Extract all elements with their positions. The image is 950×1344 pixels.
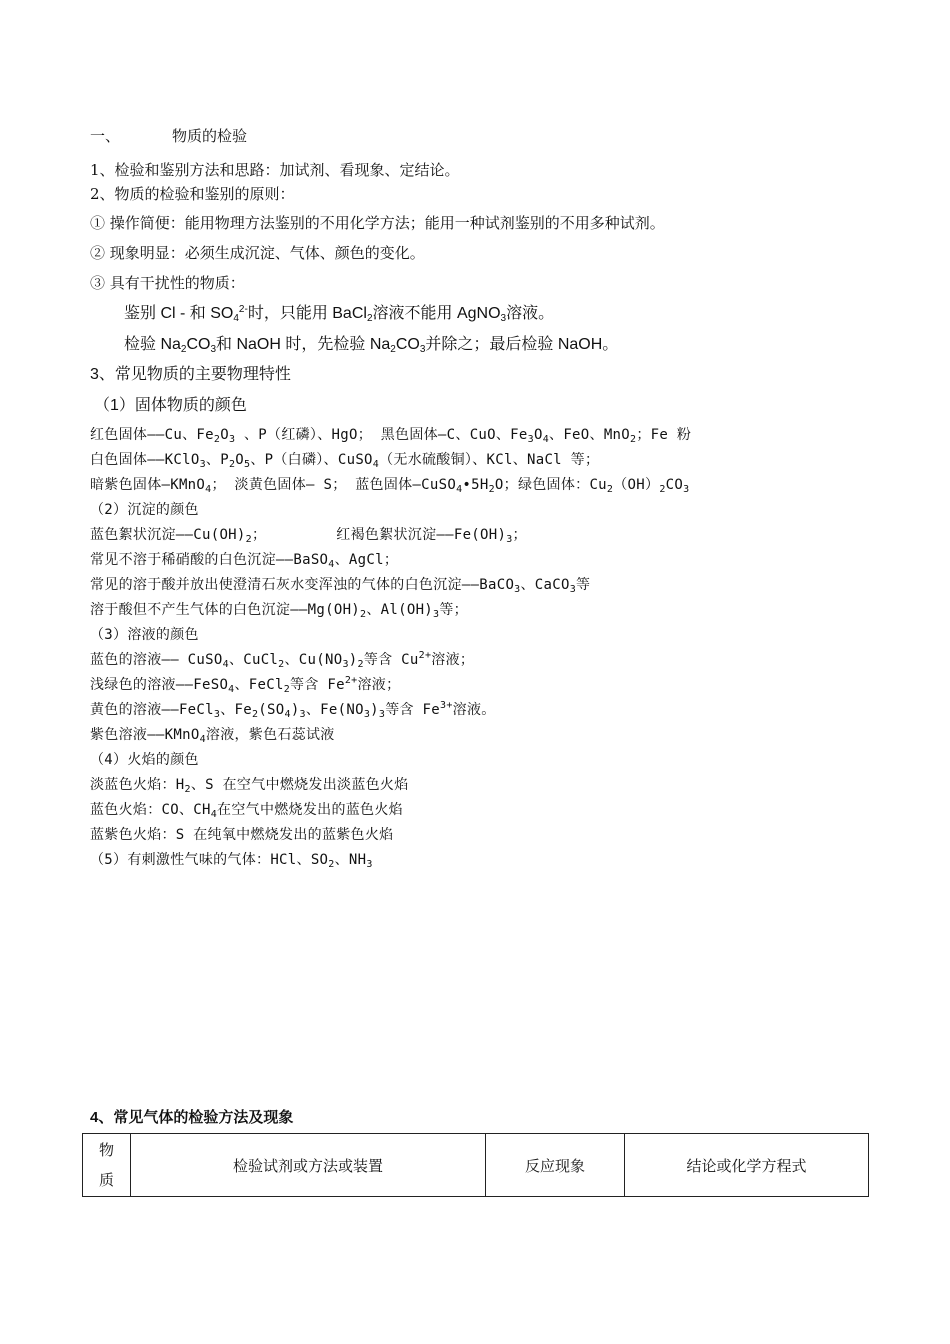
section-number: 一、 (90, 127, 121, 145)
solution-line-3: 黄色的溶液——FeCl$_3$、$Fe_2(SO_4)_3$、$Fe(NO_3)_3$等含 $Fe^{3+}$溶液。 (90, 700, 496, 720)
section-3-title: 3、常见物质的主要物理特性 (90, 366, 291, 383)
purple-solids-line: 暗紫色固体—KMnO$_4$； 淡黄色固体— S； 蓝色固体$—CuSO_4•5H_2O$；绿色固体：$Cu_2(OH)_2CO_3$ (90, 477, 690, 495)
interfere-line-1: 鉴别 Cl - 和 $SO_4^{2-}$时，只能用 BaCl$_2$溶液不能用 AgNO$_3$溶液。 (124, 304, 555, 324)
section-heading (90, 126, 247, 146)
subsection-solid-colors: （1）固体物质的颜色 (94, 397, 247, 414)
solution-line-1: 蓝色的溶液—— CuSO$_4$、CuCl$_2$、$Cu(NO_3)_2$等含 $Cu^{2+}$溶液； (90, 650, 475, 670)
white-solids-line: 白色固体——KClO$_3$、$P_2O_5$、P（白磷）、CuSO$_4$（无水硫酸铜）、KCl、NaCl 等； (90, 452, 600, 470)
section-4-title: 4、常见气体的检验方法及现象 (90, 1109, 294, 1126)
red-solids-line: 红色固体——Cu、$Fe_2O_3$ 、P（红磷）、HgO； 黑色固体—C、CuO、$Fe_3O_4$、FeO、MnO$_2$；Fe 粉 (90, 427, 692, 445)
subsection-flame-colors: （4）火焰的颜色 (90, 752, 199, 768)
header-phenomenon: 反应现象 (486, 1134, 625, 1197)
principle-2: ② 现象明显：必须生成沉淀、气体、颜色的变化。 (90, 244, 425, 262)
precipitate-line-4: 溶于酸但不产生气体的白色沉淀$——Mg(OH)_2$、$Al(OH)_3$等； (90, 602, 468, 620)
header-substance: 物 质 (83, 1134, 131, 1197)
section-title: 物质的检验 (172, 127, 248, 145)
paragraph-2: 2、物质的检验和鉴别的原则： (90, 185, 295, 203)
flame-line-2: 蓝色火焰：CO、$CH_4$在空气中燃烧发出的蓝色火焰 (90, 802, 403, 820)
interfere-line-2: 检验 $Na_2CO_3$和 NaOH 时，先检验 $Na_2CO_3$并除之；最后检验 NaOH。 (124, 336, 619, 355)
header-conclusion: 结论或化学方程式 (625, 1134, 869, 1197)
precipitate-line-2: 常见不溶于稀硝酸的白色沉淀——BaSO$_4$、AgCl； (90, 552, 399, 570)
solution-line-2: 浅绿色的溶液——FeSO$_4$、FeCl$_2$等含 $Fe^{2+}$溶液； (90, 675, 401, 695)
principle-3: ③ 具有干扰性的物质： (90, 274, 245, 292)
precipitate-line-3: 常见的溶于酸并放出使澄清石灰水变浑浊的气体的白色沉淀——BaCO$_3$、CaCO$_3$等 (90, 577, 591, 595)
flame-line-1: 淡蓝色火焰：$H_2$、S 在空气中燃烧发出淡蓝色火焰 (90, 777, 409, 795)
pungent-gases-line: （5）有刺激性气味的气体：HCl、$SO_2$、$NH_3$ (90, 852, 373, 870)
flame-line-3: 蓝紫色火焰：S 在纯氧中燃烧发出的蓝紫色火焰 (90, 827, 394, 843)
solution-line-4: 紫色溶液——KMnO$_4$溶液，紫色石蕊试液 (90, 727, 335, 745)
precipitate-line-1: 蓝色絮状沉淀$——Cu(OH)_2$； 红褐色絮状沉淀$——Fe(OH)_3$； (90, 527, 527, 545)
paragraph-1: 1、检验和鉴别方法和思路：加试剂、看现象、定结论。 (90, 161, 460, 179)
header-method: 检验试剂或方法或装置 (131, 1134, 486, 1197)
principle-1: ① 操作简便：能用物理方法鉴别的不用化学方法；能用一种试剂鉴别的不用多种试剂。 (90, 214, 665, 232)
subsection-precipitate-colors: （2）沉淀的颜色 (90, 502, 199, 518)
gas-test-table (82, 1133, 869, 1197)
table-header-row (83, 1134, 869, 1197)
subsection-solution-colors: （3）溶液的颜色 (90, 627, 199, 643)
